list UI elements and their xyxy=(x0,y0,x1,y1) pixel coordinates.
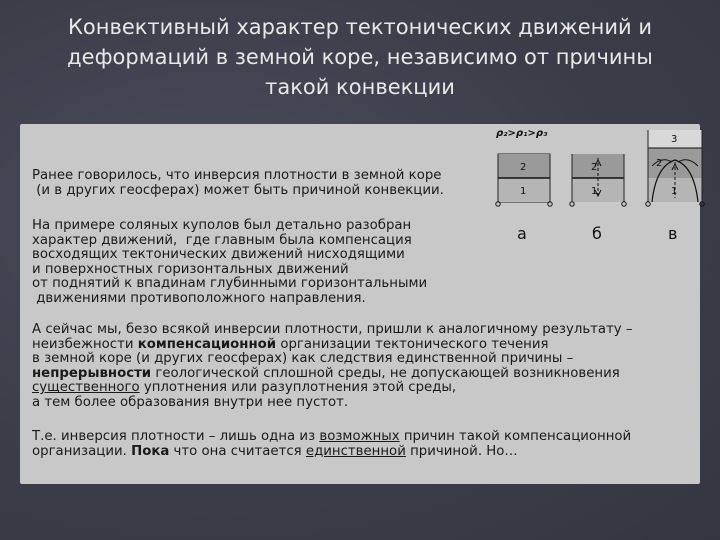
underlined-possible: возможных xyxy=(319,429,400,444)
panel-b-label: б xyxy=(592,224,602,243)
panel-c-layer-top: 3 xyxy=(671,134,678,145)
panel-c-layer-mid: 2 xyxy=(656,158,663,169)
convection-diagram xyxy=(492,126,708,246)
text-span: причин такой компенсационной xyxy=(399,429,632,444)
text-line: и поверхностных горизонтальных движений xyxy=(32,261,349,277)
text-span: организации. xyxy=(32,443,132,459)
paragraph-salt-domes xyxy=(32,219,427,307)
figure-panel-a xyxy=(496,154,552,243)
panel-b-layer-bottom: 1 xyxy=(591,186,598,197)
panel-a-layer-top: 2 xyxy=(520,162,527,173)
emphasis-continuity: непрерывности xyxy=(32,365,152,381)
panel-c-layer-bottom: 1 xyxy=(671,186,678,197)
text-span: неизбежности xyxy=(32,336,138,352)
panel-b-layer-top: 2 xyxy=(591,162,598,173)
text-line xyxy=(32,367,633,382)
text-line: восходящих тектонических движений нисходящими xyxy=(32,247,405,263)
underlined-only: единственной xyxy=(305,443,406,459)
panel-c-label: в xyxy=(668,224,678,243)
paragraph-continuity xyxy=(32,323,633,411)
paragraph-density-inversion xyxy=(32,169,444,198)
text-line: в земной коре (и других геосферах) как следствия единственной причины – xyxy=(32,351,574,367)
convection-figure xyxy=(492,126,708,246)
panel-a-layer-bottom: 1 xyxy=(520,186,527,197)
text-span: уплотнения или разуплотнения этой среды, xyxy=(139,380,457,396)
text-line xyxy=(32,381,633,396)
text-span: геологической сплошной среды, не допускающей возникновения xyxy=(151,365,620,381)
text-span: Т.е. инверсия плотности – лишь одна из xyxy=(32,429,320,444)
paragraph-conclusion xyxy=(32,430,631,459)
text-line: (и в других геосферах) может быть причиной конвекции. xyxy=(32,182,444,198)
text-line: движениями противоположного направления. xyxy=(32,290,366,306)
figure-panel-c xyxy=(646,130,704,243)
panel-a-label: а xyxy=(517,224,527,243)
text-line: от поднятий к впадинам глубинными горизонтальными xyxy=(32,276,428,292)
text-line: Ранее говорилось, что инверсия плотности в земной коре xyxy=(32,168,442,183)
text-line xyxy=(32,338,633,353)
text-line: А сейчас мы, безо всякой инверсии плотности, пришли к аналогичному результату – xyxy=(32,322,633,337)
text-line: На примере соляных куполов был детально разобран xyxy=(32,218,412,233)
emphasis-so-far: Пока xyxy=(131,443,170,459)
density-relation: ρ₂>ρ₁>ρ₃ xyxy=(496,128,548,139)
text-span: что она считается xyxy=(169,443,306,459)
text-line xyxy=(32,445,631,460)
underlined-significant: существенного xyxy=(32,380,140,396)
text-line: а тем более образования внутри нее пустот. xyxy=(32,394,349,410)
text-span: организации тектонического течения xyxy=(276,336,549,352)
emphasis-compensational: компенсационной xyxy=(137,336,277,352)
slide-title: Конвективный характер тектонических движений и деформаций в земной коре, независимо от причины такой конвекции xyxy=(67,15,653,99)
text-line: характер движений, где главным была компенсация xyxy=(32,232,412,248)
figure-panel-b xyxy=(570,154,626,243)
text-line xyxy=(32,430,631,445)
text-span: причиной. Но… xyxy=(405,443,518,459)
